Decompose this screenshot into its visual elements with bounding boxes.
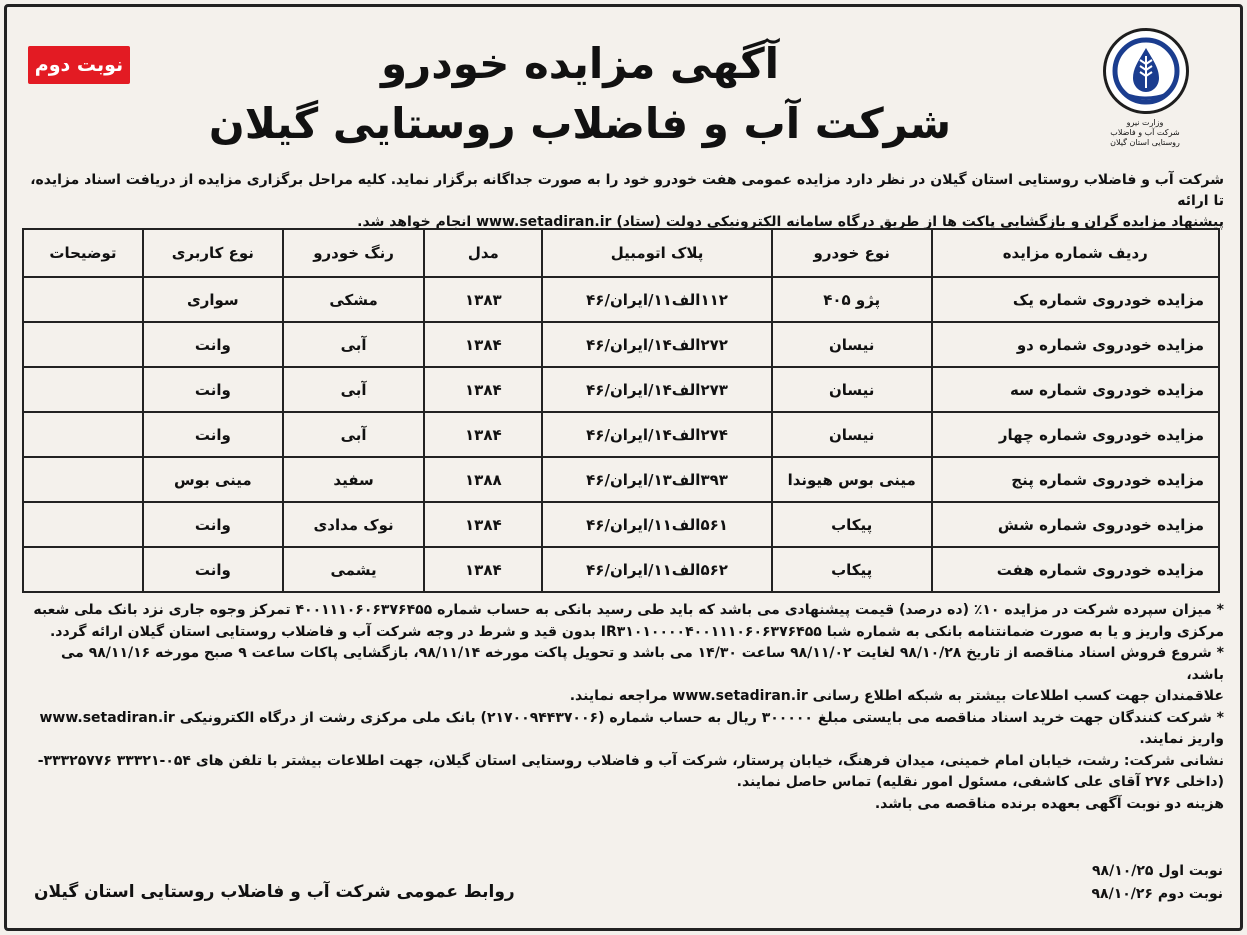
table-cell: ۲۷۳الف۱۴/ایران/۴۶	[542, 367, 772, 412]
table-cell: مزایده خودروی شماره پنج	[932, 457, 1219, 502]
conditions-notes	[24, 600, 1224, 815]
table-cell: وانت	[143, 367, 283, 412]
table-row	[23, 457, 1219, 502]
note-line: هزینه دو نوبت آگهی بعهده برنده مناقصه می باشد.	[874, 795, 1224, 812]
table-cell: نیسان	[772, 322, 932, 367]
table-cell: وانت	[143, 322, 283, 367]
table-cell: وانت	[143, 412, 283, 457]
table-cell	[23, 502, 143, 547]
table-cell: مزایده خودروی شماره یک	[932, 277, 1219, 322]
table-cell: ۱۳۸۴	[424, 322, 542, 367]
note-line: نشانی شرکت: رشت، خیابان امام خمینی، میدان فرهنگ، خیابان پرستار، شرکت آب و فاضلاب روستایی استان گیلان، جهت اطلاعات بیشتر با تلفن های ۰۵۴-۳۳۳۲۱ ۳۳۳۲۵۷۷۶-	[37, 752, 1224, 769]
table-cell	[23, 277, 143, 322]
table-cell: آبی	[283, 412, 425, 457]
table-cell: مزایده خودروی شماره چهار	[932, 412, 1219, 457]
table-row	[23, 322, 1219, 367]
table-cell: ۳۹۳الف۱۳/ایران/۴۶	[542, 457, 772, 502]
first-edition-date: نوبت اول ۹۸/۱۰/۲۵	[1091, 863, 1223, 879]
table-cell: سفید	[283, 457, 425, 502]
table-cell: ۱۳۸۳	[424, 277, 542, 322]
table-row	[23, 502, 1219, 547]
table-cell: ۱۳۸۴	[424, 547, 542, 592]
table-row	[23, 412, 1219, 457]
table-cell: پژو ۴۰۵	[772, 277, 932, 322]
logo-caption: وزارت نیرو شرکت آب و فاضلاب روستایی استان گیلان	[1110, 118, 1180, 147]
column-header: رنگ خودرو	[283, 229, 425, 277]
company-title: شرکت آب و فاضلاب روستایی گیلان	[208, 99, 952, 148]
publication-dates	[1091, 860, 1223, 906]
auction-table	[22, 228, 1220, 593]
table-cell	[23, 412, 143, 457]
table-cell: آبی	[283, 367, 425, 412]
table-cell	[23, 322, 143, 367]
second-edition-date: نوبت دوم ۹۸/۱۰/۲۶	[1091, 886, 1223, 902]
note-line: (داخلی ۲۷۶ آقای علی کاشفی، مسئول امور نقلیه) تماس حاصل نمایند.	[736, 774, 1224, 790]
table-cell: وانت	[143, 547, 283, 592]
column-header: مدل	[424, 229, 542, 277]
table-cell: وانت	[143, 502, 283, 547]
table-cell: ۱۳۸۴	[424, 412, 542, 457]
table-cell: ۱۱۲الف۱۱/ایران/۴۶	[542, 277, 772, 322]
intro-paragraph: شرکت آب و فاضلاب روستایی استان گیلان در نظر دارد مزایده عمومی هفت خودرو خود را به صورت جداگانه برگزار نماید. کلیه مراحل برگزاری مزایده از دریافت اسناد مزایده، تا ارائه پیشنهاد مزایده گران و بازگشایی پاکت ها از طریق درگاه سامانه الکترونیکی دولت (ستاد) www.setadiran.ir انجام خواهد شد.	[30, 172, 1224, 230]
table-cell: مزایده خودروی شماره شش	[932, 502, 1219, 547]
table-cell: نوک مدادی	[283, 502, 425, 547]
table-cell: نیسان	[772, 412, 932, 457]
table-cell: ۱۳۸۸	[424, 457, 542, 502]
table-cell: مزایده خودروی شماره دو	[932, 322, 1219, 367]
table-cell: ۲۷۴الف۱۴/ایران/۴۶	[542, 412, 772, 457]
table-cell: مینی بوس هیوندا	[772, 457, 932, 502]
edition-badge: نوبت دوم	[28, 46, 130, 84]
table-cell: مینی بوس	[143, 457, 283, 502]
table-cell: نیسان	[772, 367, 932, 412]
column-header: نوع خودرو	[772, 229, 932, 277]
public-relations-signature: روابط عمومی شرکت آب و فاضلاب روستایی استان گیلان	[34, 882, 515, 902]
column-header: توضیحات	[23, 229, 143, 277]
table-row	[23, 547, 1219, 592]
note-line: علاقمندان جهت کسب اطلاعات بیشتر به شبکه اطلاع رسانی www.setadiran.ir مراجعه نمایند.	[569, 688, 1224, 704]
table-cell: آبی	[283, 322, 425, 367]
table-cell: ۵۶۲الف۱۱/ایران/۴۶	[542, 547, 772, 592]
table-cell: مشکی	[283, 277, 425, 322]
table-header-row	[23, 229, 1219, 277]
note-line: * شروع فروش اسناد مناقصه از تاریخ ۹۸/۱۰/۲۸ لغایت ۹۸/۱۱/۰۲ ساعت ۱۴/۳۰ می باشد و تحویل پاکت مورخه ۹۸/۱۱/۱۴، بازگشایی پاکات ساعت ۹ صبح مورخه ۹۸/۱۱/۱۶ می باشد،	[61, 645, 1224, 683]
table-row	[23, 277, 1219, 322]
table-cell: مزایده خودروی شماره سه	[932, 367, 1219, 412]
table-cell: ۲۷۲الف۱۴/ایران/۴۶	[542, 322, 772, 367]
column-header: ردیف شماره مزایده	[932, 229, 1219, 277]
note-line: * شرکت کنندگان جهت خرید اسناد مناقصه می بایستی مبلغ ۳۰۰۰۰۰ ریال به حساب شماره (۲۱۷۰۰۹۴۴۳۷۰۰۶) بانک ملی مرکزی رشت از درگاه الکترونیکی www.setadiran.ir	[39, 709, 1224, 726]
water-drop-wheat-logo-icon	[1111, 36, 1181, 106]
table-cell: ۵۶۱الف۱۱/ایران/۴۶	[542, 502, 772, 547]
table-row	[23, 367, 1219, 412]
table-cell: یشمی	[283, 547, 425, 592]
column-header: نوع کاربری	[143, 229, 283, 277]
table-cell: سواری	[143, 277, 283, 322]
table-cell: پیکاب	[772, 502, 932, 547]
note-line: * میزان سپرده شرکت در مزایده ۱۰٪ (ده درصد) قیمت پیشنهادی می باشد که باید طی رسید بانکی به حساب شماره ۴۰۰۱۱۱۰۶۰۶۳۷۶۴۵۵ تمرکز وجوه جاری نزد بانک ملی شعبه	[33, 602, 1224, 618]
table-cell: پیکاب	[772, 547, 932, 592]
note-line: مرکزی واریز و یا به صورت ضمانتنامه بانکی به شماره شبا IR۳۱۰۱۰۰۰۰۴۰۰۱۱۱۰۶۰۶۳۷۶۴۵۵ بدون قید و شرط در وجه شرکت آب و فاضلاب روستایی استان گیلان ارائه گردد.	[49, 623, 1224, 640]
note-line: واریز نمایند.	[1139, 731, 1224, 747]
table-cell	[23, 367, 143, 412]
column-header: پلاک اتومبیل	[542, 229, 772, 277]
table-cell	[23, 547, 143, 592]
table-cell	[23, 457, 143, 502]
table-cell: مزایده خودروی شماره هفت	[932, 547, 1219, 592]
table-cell: ۱۳۸۴	[424, 367, 542, 412]
ad-title: آگهی مزایده خودرو	[380, 39, 780, 88]
table-cell: ۱۳۸۴	[424, 502, 542, 547]
company-logo	[1103, 28, 1189, 114]
